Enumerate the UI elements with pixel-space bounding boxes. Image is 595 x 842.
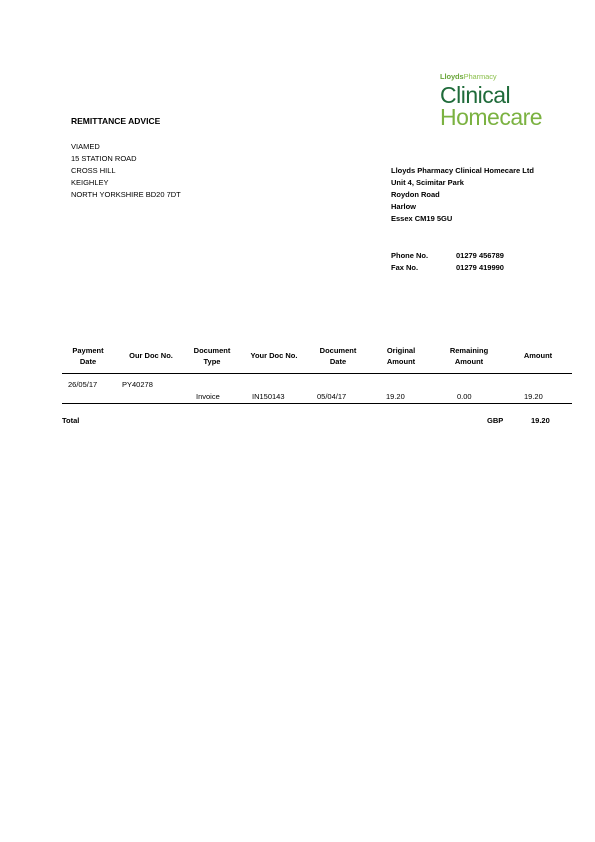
cell-amount: 19.20 [524, 392, 543, 401]
header-your-doc-no: Your Doc No. [250, 351, 298, 360]
total-label: Total [62, 416, 80, 425]
cell-document-date: 05/04/17 [317, 392, 347, 401]
phone-label: Phone No. [391, 251, 429, 260]
table-row [62, 374, 572, 404]
total-currency: GBP [487, 416, 504, 425]
table-header [62, 344, 572, 374]
cell-your-doc-no: IN150143 [252, 392, 285, 401]
logo-brand-part1: Lloyds [440, 72, 464, 81]
recipient-line: KEIGHLEY [71, 178, 109, 187]
header-payment-date [62, 345, 114, 367]
header-text: Document [193, 346, 231, 355]
company-logo [440, 72, 570, 128]
contact-block [391, 250, 504, 274]
header-original-amount [375, 345, 427, 367]
sender-line: Essex CM19 5GU [391, 214, 453, 223]
header-document-type [186, 345, 238, 367]
header-text: Document [319, 346, 357, 355]
logo-line-homecare: Homecare [440, 104, 543, 130]
fax-value: 01279 419990 [456, 263, 504, 272]
header-document-date [312, 345, 364, 367]
header-text: Payment [72, 346, 104, 355]
total-row [62, 416, 572, 428]
recipient-line: NORTH YORKSHIRE BD20 7DT [71, 190, 181, 199]
document-title: REMITTANCE ADVICE [71, 116, 161, 126]
total-amount: 19.20 [531, 416, 550, 425]
cell-remaining-amount: 0.00 [457, 392, 472, 401]
cell-document-type: Invoice [196, 392, 220, 401]
header-text: Remaining [449, 346, 489, 355]
recipient-line: CROSS HILL [71, 166, 116, 175]
header-text: Date [79, 357, 97, 366]
phone-value: 01279 456789 [456, 251, 504, 260]
logo-brand [440, 72, 570, 81]
remittance-table [62, 344, 572, 404]
header-text: Date [329, 357, 347, 366]
sender-line: Roydon Road [391, 190, 440, 199]
recipient-line: VIAMED [71, 142, 100, 151]
logo-brand-part2: Pharmacy [463, 72, 497, 81]
recipient-line: 15 STATION ROAD [71, 154, 137, 163]
header-our-doc-no: Our Doc No. [129, 351, 173, 360]
header-text: Amount [386, 357, 416, 366]
sender-line: Lloyds Pharmacy Clinical Homecare Ltd [391, 166, 534, 175]
recipient-address [71, 141, 181, 201]
phone-row [391, 250, 504, 262]
fax-row [391, 262, 504, 274]
header-text: Type [203, 357, 221, 366]
sender-line: Harlow [391, 202, 417, 211]
header-amount: Amount [523, 351, 553, 360]
logo-line-clinical: Clinical [440, 82, 511, 108]
cell-our-doc-no: PY40278 [122, 380, 153, 389]
sender-line: Unit 4, Scimitar Park [391, 178, 464, 187]
header-text: Original [386, 346, 416, 355]
cell-original-amount: 19.20 [386, 392, 405, 401]
sender-address [391, 165, 534, 225]
cell-payment-date: 26/05/17 [68, 380, 98, 389]
header-text: Amount [454, 357, 484, 366]
fax-label: Fax No. [391, 263, 419, 272]
header-remaining-amount [442, 345, 496, 367]
